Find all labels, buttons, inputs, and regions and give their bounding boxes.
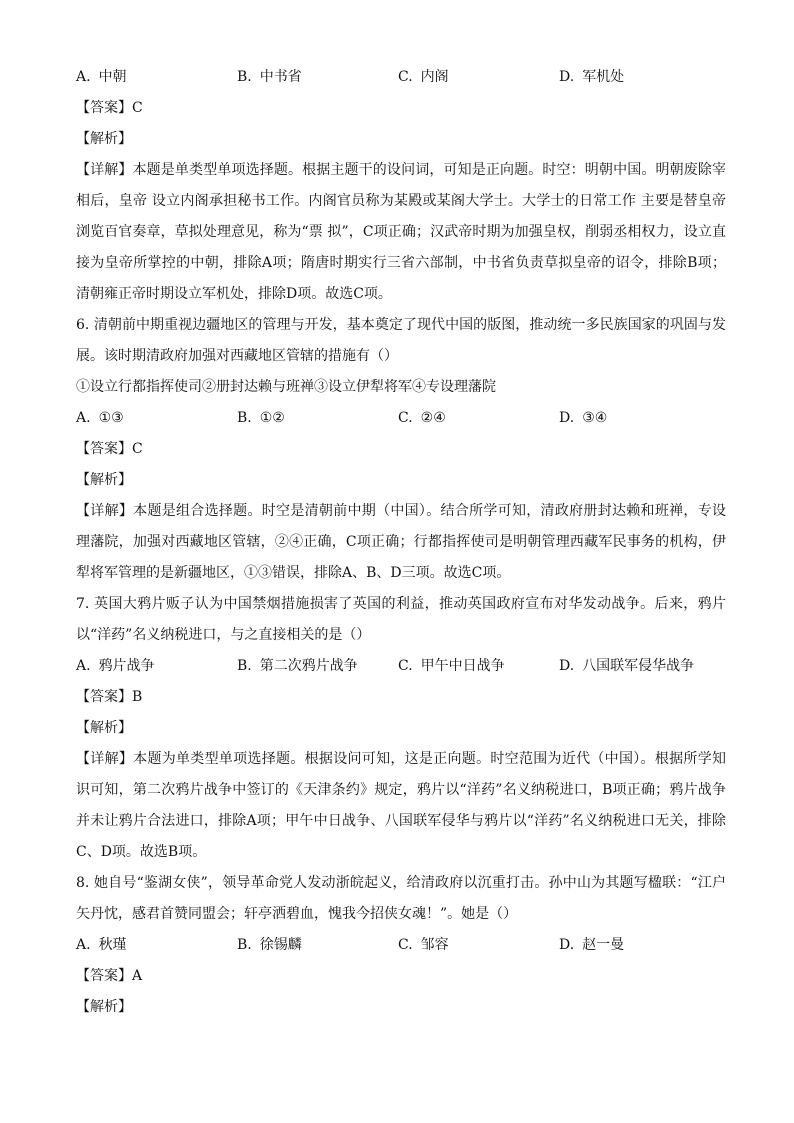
option-d[interactable]: D. ③④ xyxy=(559,410,608,426)
answer-line: 【答案】B xyxy=(76,689,143,705)
question-8-stem: 8. 她自号“鉴湖女侠”，领导革命党人发动浙皖起义，给清政府以沉重打击。孙中山为其题写楹联：“江户矢丹忱，感君首赞同盟会；轩亭洒碧血，愧我今招侠女魂！”。她是（） xyxy=(76,875,726,922)
option-d[interactable]: D. 赵一曼 xyxy=(559,937,625,953)
answer-line: 【答案】A xyxy=(76,968,143,984)
question-6-options xyxy=(76,403,726,434)
question-7-options xyxy=(76,651,726,682)
question-6-items: ①设立行都指挥使司②册封达赖与班禅③设立伊犁将军④专设理藩院 xyxy=(76,379,496,395)
option-a[interactable]: A. ①③ xyxy=(76,410,124,426)
option-c[interactable]: C. ②④ xyxy=(398,410,446,426)
explanation-paragraph: 【详解】本题是组合选择题。时空是清朝前中期（中国）。结合所学可知，清政府册封达赖和班禅，专设理藩院，加强对西藏地区管辖，②④正确，C项正确；行都指挥使司是明朝管理西藏军民事务的机构，伊犁将军管理的是新疆地区，①③错误，排除A、B、D三项。故选C项。 xyxy=(76,503,726,581)
analysis-heading: 【解析】 xyxy=(76,472,132,488)
option-c[interactable]: C. 内阁 xyxy=(398,69,449,85)
option-a[interactable]: A. 中朝 xyxy=(76,69,127,85)
answer-line: 【答案】C xyxy=(76,100,143,116)
document-page xyxy=(76,62,726,1023)
option-d[interactable]: D. 军机处 xyxy=(559,69,625,85)
option-b[interactable]: B. 徐锡麟 xyxy=(237,937,302,953)
option-a[interactable]: A. 秋瑾 xyxy=(76,937,127,953)
question-5-options xyxy=(76,62,726,93)
option-c[interactable]: C. 甲午中日战争 xyxy=(398,658,505,674)
option-b[interactable]: B. ①② xyxy=(237,410,285,426)
option-b[interactable]: B. 中书省 xyxy=(237,69,302,85)
analysis-heading: 【解析】 xyxy=(76,999,132,1015)
explanation-paragraph: 【详解】本题是单类型单项选择题。根据主题干的设问词，可知是正向题。时空：明朝中国。明朝废除宰相后，皇帝 设立内阁承担秘书工作。内阁官员称为某殿或某阁大学士。大学士的日常工作 主要是替皇帝浏览百官奏章，草拟处理意见，称为“票 拟”，C项正确；汉武帝时期为加强皇权，削弱丞相权力，设立直 接为皇帝所掌控的中朝，排除A项；隋唐时期实行三省六部制，中书省负责草拟皇帝的诏令，排除B项；清朝雍正帝时期设立军机处，排除D项。故选C项。 xyxy=(76,162,726,302)
question-7-stem: 7. 英国大鸦片贩子认为中国禁烟措施损害了英国的利益，推动英国政府宣布对华发动战争。后来，鸦片以“洋药”名义纳税进口，与之直接相关的是（） xyxy=(76,596,726,643)
explanation-paragraph: 【详解】本题为单类型单项选择题。根据设问可知，这是正向题。时空范围为近代（中国）。根据所学知识可知，第二次鸦片战争中签订的《天津条约》规定，鸦片以“洋药”名义纳税进口，B项正确；鸦片战争并未让鸦片合法进口，排除A项；甲午中日战争、八国联军侵华与鸦片以“洋药”名义纳税进口无关，排除C、D项。故选B项。 xyxy=(76,751,726,860)
question-6-stem: 6. 清朝前中期重视边疆地区的管理与开发，基本奠定了现代中国的版图，推动统一多民族国家的巩固与发展。该时期清政府加强对西藏地区管辖的措施有（） xyxy=(76,317,726,364)
option-d[interactable]: D. 八国联军侵华战争 xyxy=(559,658,695,674)
option-b[interactable]: B. 第二次鸦片战争 xyxy=(237,658,358,674)
option-c[interactable]: C. 邹容 xyxy=(398,937,449,953)
option-a[interactable]: A. 鸦片战争 xyxy=(76,658,155,674)
answer-line: 【答案】C xyxy=(76,441,143,457)
analysis-heading: 【解析】 xyxy=(76,720,132,736)
analysis-heading: 【解析】 xyxy=(76,131,132,147)
question-8-options xyxy=(76,930,726,961)
